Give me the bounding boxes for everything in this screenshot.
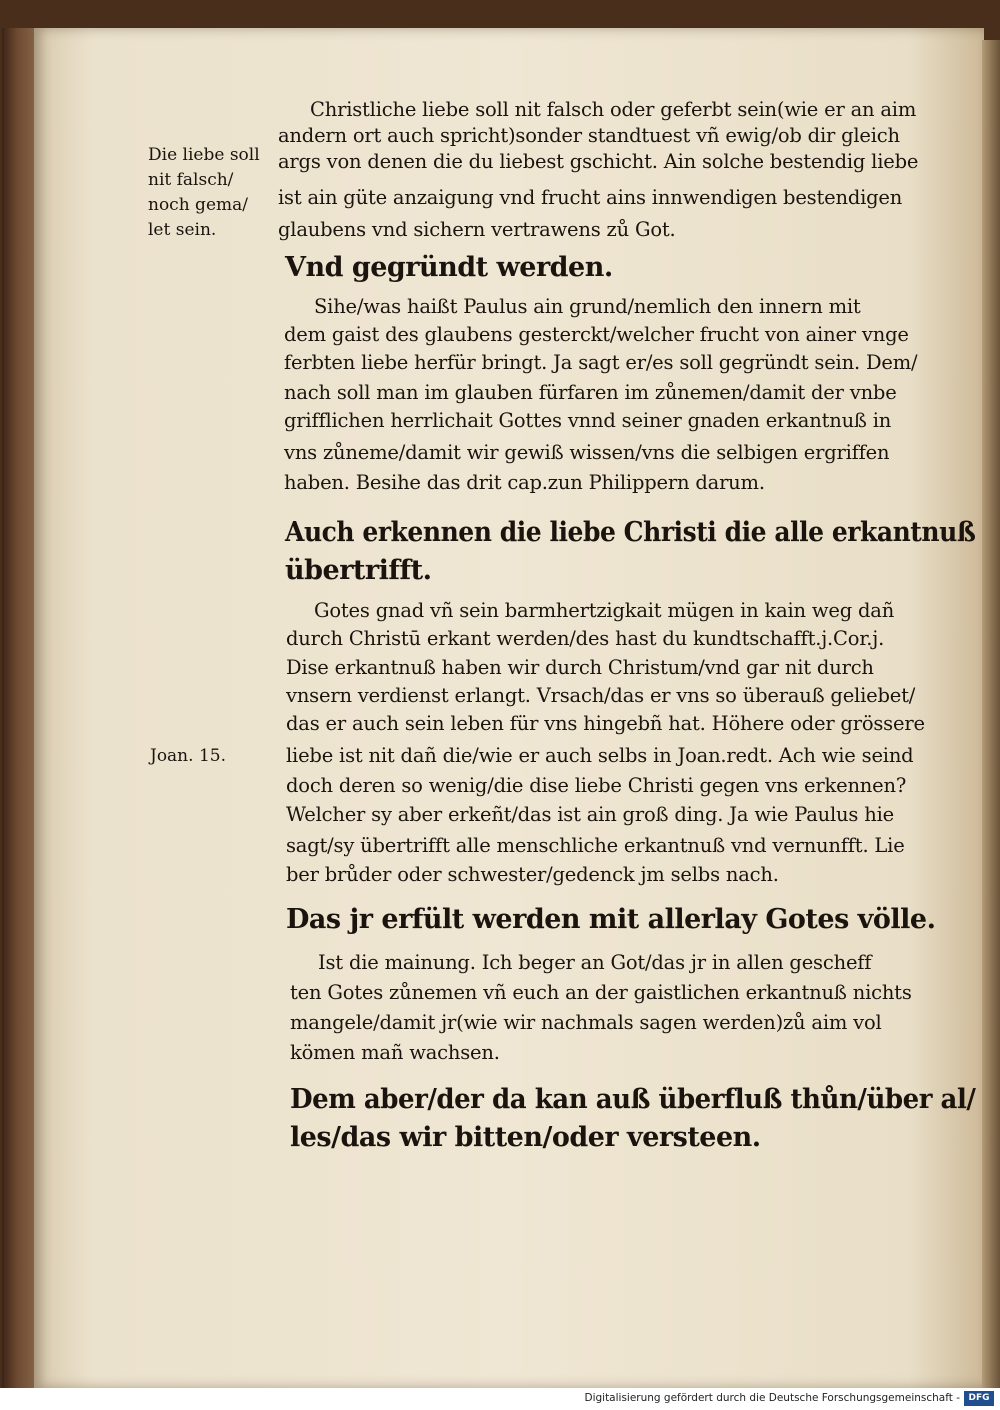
body-text-line: vns zůneme/damit wir gewiß wissen/vns die selbigen ergriffen (284, 441, 890, 464)
body-text-line: sagt/sy übertrifft alle menschliche erkantnuß vnd vernunfft. Lie (286, 834, 905, 857)
section-heading: Vnd gegründt werden. (285, 252, 613, 283)
dfg-logo: DFG (964, 1391, 994, 1406)
page-fore-edge (982, 40, 1000, 1388)
body-text-line: ferbten liebe herfür bringt. Ja sagt er/es soll gegründt sein. Dem/ (284, 351, 918, 374)
section-heading: Das jr erfült werden mit allerlay Gotes völle. (286, 904, 936, 935)
body-text-line: args von denen die du liebest gschicht. Ain solche bestendig liebe (278, 150, 919, 173)
body-text-line: Ist die mainung. Ich beger an Got/das jr in allen gescheff (318, 951, 872, 974)
section-heading: les/das wir bitten/oder versteen. (290, 1122, 761, 1153)
margin-note-line: Die liebe soll (148, 145, 260, 165)
body-text-line: mangele/damit jr(wie wir nachmals sagen werden)zů aim vol (290, 1011, 882, 1034)
body-text-line: ten Gotes zůnemen vñ euch an der gaistlichen erkantnuß nichts (290, 981, 912, 1004)
body-text-line: nach soll man im glauben fürfaren im zůnemen/damit der vnbe (284, 381, 897, 404)
footer-credit: Digitalisierung gefördert durch die Deutsche Forschungsgemeinschaft - (584, 1392, 960, 1404)
margin-note-line: Joan. 15. (150, 746, 226, 766)
body-text-line: ist ain güte anzaigung vnd frucht ains innwendigen bestendigen (278, 186, 903, 209)
body-text-line: kömen mañ wachsen. (290, 1041, 500, 1064)
body-text-line: Welcher sy aber erkeñt/das ist ain groß ding. Ja wie Paulus hie (286, 803, 894, 826)
body-text-line: liebe ist nit dañ die/wie er auch selbs in Joan.redt. Ach wie seind (286, 744, 914, 767)
body-text-line: dem gaist des glaubens gesterckt/welcher frucht von ainer vnge (284, 323, 909, 346)
body-text-line: ber brůder oder schwester/gedenck jm selbs nach. (286, 863, 779, 886)
body-text-line: haben. Besihe das drit cap.zun Philippern darum. (284, 471, 765, 494)
section-heading: Dem aber/der da kan auß überfluß thůn/über al/ (290, 1084, 976, 1115)
body-text-line: vnsern verdienst erlangt. Vrsach/das er vns so überauß geliebet/ (286, 684, 916, 707)
body-text-line: Gotes gnad vñ sein barmhertzigkait mügen in kain weg dañ (314, 599, 895, 622)
margin-note-line: noch gema/ (148, 195, 248, 215)
section-heading: Auch erkennen die liebe Christi die alle erkantnuß (285, 517, 976, 548)
body-text-line: durch Christū erkant werden/des hast du kundtschafft.j.Cor.j. (286, 627, 885, 650)
section-heading: übertrifft. (285, 555, 432, 586)
footer-bar (0, 1388, 1000, 1410)
body-text-line: andern ort auch spricht)sonder standtuest vñ ewig/ob dir gleich (278, 124, 900, 147)
margin-note-line: nit falsch/ (148, 170, 234, 190)
body-text-line: Sihe/was haißt Paulus ain grund/nemlich den innern mit (314, 295, 861, 318)
body-text-line: das er auch sein leben für vns hingebñ hat. Höhere oder grössere (286, 712, 925, 735)
body-text-line: doch deren so wenig/die dise liebe Christi gegen vns erkennen? (286, 774, 907, 797)
margin-note-line: let sein. (148, 220, 217, 240)
body-text-line: glaubens vnd sichern vertrawens zů Got. (278, 218, 676, 241)
body-text-line: Christliche liebe soll nit falsch oder geferbt sein(wie er an aim (310, 98, 917, 121)
body-text-line: grifflichen herrlichait Gottes vnnd seiner gnaden erkantnuß in (284, 409, 892, 432)
body-text-line: Dise erkantnuß haben wir durch Christum/vnd gar nit durch (286, 656, 874, 679)
